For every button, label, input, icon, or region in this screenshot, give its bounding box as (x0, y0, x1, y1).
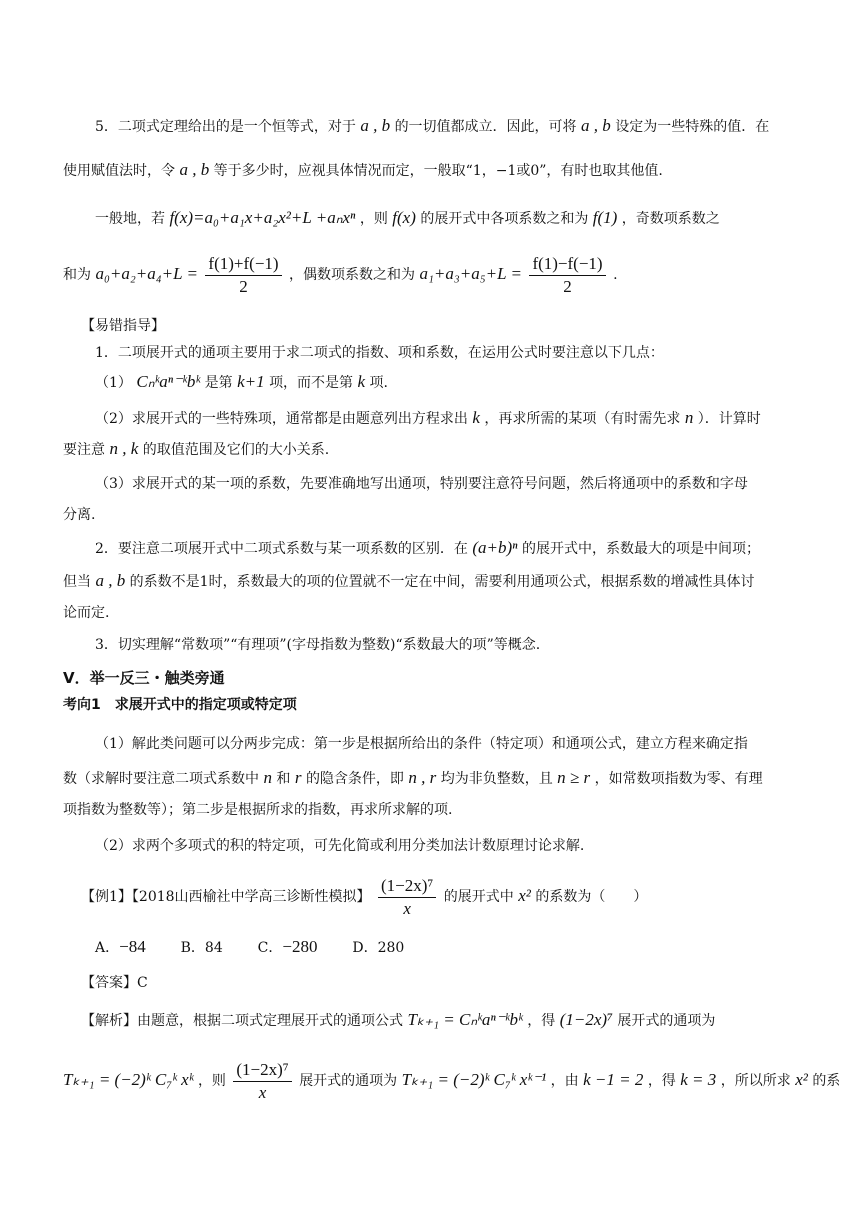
text: ，偶数项系数之和为 (289, 267, 416, 283)
method-1-cont (63, 768, 763, 789)
text: 项，而不是第 (269, 375, 354, 391)
option-d: D．280 (352, 940, 405, 956)
text: ，由 (550, 1073, 579, 1089)
math-n-ge-r: n ≥ r (557, 768, 591, 787)
text: 的隐含条件，即 (305, 771, 404, 787)
math-term-1: Tₖ₊₁ = (−2)ᵏ C₇ᵏ xᵏ (63, 1070, 194, 1089)
math-r: r (294, 768, 302, 787)
text: 和 (276, 771, 291, 787)
text: 2．要注意二项展开式中二项式系数与某一项系数的区别．在 (95, 541, 468, 557)
errors-item-1-3-cont: 分离. (63, 507, 96, 523)
errors-title: 【易错指导】 (81, 318, 165, 334)
text: 项. (369, 375, 388, 391)
option-a-label: A． (95, 940, 120, 956)
fraction-denominator: x (258, 1082, 267, 1102)
option-a-value: −84 (119, 937, 146, 956)
math-polynomial: f(x)=a₀+a₁x+a₂x²+L +aₙxⁿ (169, 208, 356, 227)
errors-item-1: 1．二项展开式的通项主要用于求二项式的指数、项和系数，在运用公式时要注意以下几点： (95, 345, 664, 361)
math-k: k (472, 408, 480, 427)
text: 5．二项式定理给出的是一个恒等式，对于 (95, 119, 356, 135)
fraction-example-2 (233, 1059, 291, 1104)
method-1: （1）解此类问题可以分两步完成：第一步是根据所给出的条件（特定项）和通项公式，建立方程来确定指 (95, 736, 748, 752)
text: 的系 (812, 1073, 841, 1089)
text: 的展开式中 (443, 889, 514, 905)
text: （1） (95, 375, 132, 391)
math-binomial: (1−2x)⁷ (559, 1010, 613, 1029)
text: 数（求解时要注意二项式系数中 (63, 771, 259, 787)
example-answer: 【答案】C (81, 975, 148, 991)
math-ab: a , b (360, 116, 391, 135)
option-b: B．84 (180, 940, 223, 956)
fraction-example (378, 875, 436, 920)
math-term-2: Tₖ₊₁ = (−2)ᵏ C₇ᵏ xᵏ⁻¹ (401, 1070, 547, 1089)
text: 的展开式中，系数最大的项是中间项； (521, 541, 760, 557)
errors-item-1-3: （3）求展开式的某一项的系数，先要准确地写出通项，特别要注意符号问题，然后将通项中的系数和字母 (95, 476, 748, 492)
fraction-denominator: 2 (563, 276, 572, 296)
fraction-odd-coef (205, 253, 281, 298)
math-k: k (357, 372, 366, 391)
math-eq2: k = 3 (680, 1070, 717, 1089)
text: ，奇数项系数之 (621, 211, 720, 227)
option-c-label: C． (257, 940, 283, 956)
math-n: n (684, 408, 694, 427)
errors-item-2-cont (63, 571, 755, 592)
method-2: （2）求两个多项式的积的特定项，可先化简或利用分类加法计数原理讨论求解. (95, 838, 585, 854)
example-question (81, 872, 647, 921)
text: ，得 (527, 1013, 556, 1029)
paragraph-5-line1 (95, 116, 769, 137)
math-general-term: Tₖ₊₁ = Cₙᵏaⁿ⁻ᵏbᵏ (407, 1010, 523, 1029)
errors-item-1-2 (95, 408, 761, 429)
text: 要注意 (63, 442, 105, 458)
fraction-even-coef (529, 253, 605, 298)
text: . (613, 267, 618, 283)
text: 的系数不是1时，系数最大的项的位置就不一定在中间，需要利用通项公式，根据系数的增减性具体讨 (129, 574, 755, 590)
method-1-end: 项指数为整数等）；第二步是根据所求的指数，再求所求解的项. (63, 802, 453, 818)
text: ，如常数项指数为零、有理 (594, 771, 763, 787)
text: 使用赋值法时，令 (63, 163, 175, 179)
option-c-value: −280 (282, 937, 318, 956)
fraction-numerator: (1−2x)⁷ (378, 875, 436, 898)
fraction-numerator: f(1)−f(−1) (529, 253, 605, 276)
general-line1 (95, 208, 720, 229)
math-ab: a , b (179, 160, 210, 179)
fraction-numerator: (1−2x)⁷ (233, 1059, 291, 1082)
text: ，所以所求 (720, 1073, 791, 1089)
text: （2）求展开式的一些特殊项，通常都是由题意列出方程求出 (95, 411, 468, 427)
text: 一般地，若 (95, 211, 165, 227)
example-analysis-line1 (81, 1010, 715, 1031)
math-k-plus-1: k+1 (237, 372, 265, 391)
math-fx: f(x) (392, 208, 416, 227)
errors-item-2-end: 论而定. (63, 605, 110, 621)
math-x2: x² (795, 1070, 808, 1089)
math-ab: a , b (95, 571, 126, 590)
example-analysis-line2 (63, 1056, 840, 1105)
text: ，再求所需的某项（有时需先求 (484, 411, 681, 427)
text: 的一切值都成立．因此，可将 (394, 119, 577, 135)
text: 和为 (63, 267, 91, 283)
math-nr: n , r (408, 768, 437, 787)
text: 等于多少时，应视具体情况而定，一般取“1，−1或0”，有时也取其他值. (213, 163, 663, 179)
text: 的取值范围及它们的大小关系. (142, 442, 330, 458)
fraction-denominator: 2 (239, 276, 248, 296)
math-f1: f(1) (592, 208, 618, 227)
math-odd-sum: a₁+a₃+a₅+L = (419, 264, 522, 283)
text: 均为非负整数，且 (440, 771, 553, 787)
text: 展开式的通项为 (299, 1073, 398, 1089)
text: ，则 (197, 1073, 226, 1089)
text: 的展开式中各项系数之和为 (420, 211, 589, 227)
section-subtitle: 考向1 求展开式中的指定项或特定项 (63, 697, 297, 713)
math-binomial-term: Cₙᵏaⁿ⁻ᵏbᵏ (136, 372, 201, 391)
fraction-numerator: f(1)+f(−1) (205, 253, 281, 276)
errors-item-2 (95, 538, 760, 559)
text: ）．计算时 (697, 411, 761, 427)
math-nk: n , k (109, 439, 139, 458)
math-n: n (263, 768, 272, 787)
fraction-denominator: x (403, 898, 411, 918)
section-title: V．举一反三・触类旁通 (63, 669, 225, 687)
math-ab: a , b (581, 116, 611, 135)
errors-item-1-2-cont (63, 439, 329, 460)
general-line2 (63, 250, 618, 299)
text: ，则 (359, 211, 388, 227)
math-a-plus-b-n: (a+b)ⁿ (472, 538, 518, 557)
paragraph-5-line2 (63, 160, 663, 181)
math-x2: x² (518, 886, 531, 905)
text: 但当 (63, 574, 91, 590)
text: 展开式的通项为 (617, 1013, 716, 1029)
text: 设定为一些特殊的值．在 (615, 119, 770, 135)
errors-item-1-1 (95, 372, 388, 393)
errors-item-3: 3．切实理解“常数项”“有理项”(字母指数为整数)“系数最大的项”等概念. (95, 637, 541, 653)
example-options (95, 937, 404, 958)
text: 的系数为（ ） (535, 889, 648, 905)
example-label: 【例1】【2018山西榆社中学高三诊断性模拟】 (81, 889, 371, 905)
text: 【解析】由题意，根据二项式定理展开式的通项公式 (81, 1013, 403, 1029)
math-even-sum: a₀+a₂+a₄+L = (95, 264, 198, 283)
text: 是第 (204, 375, 233, 391)
text: ，得 (647, 1073, 676, 1089)
math-eq1: k −1 = 2 (583, 1070, 644, 1089)
